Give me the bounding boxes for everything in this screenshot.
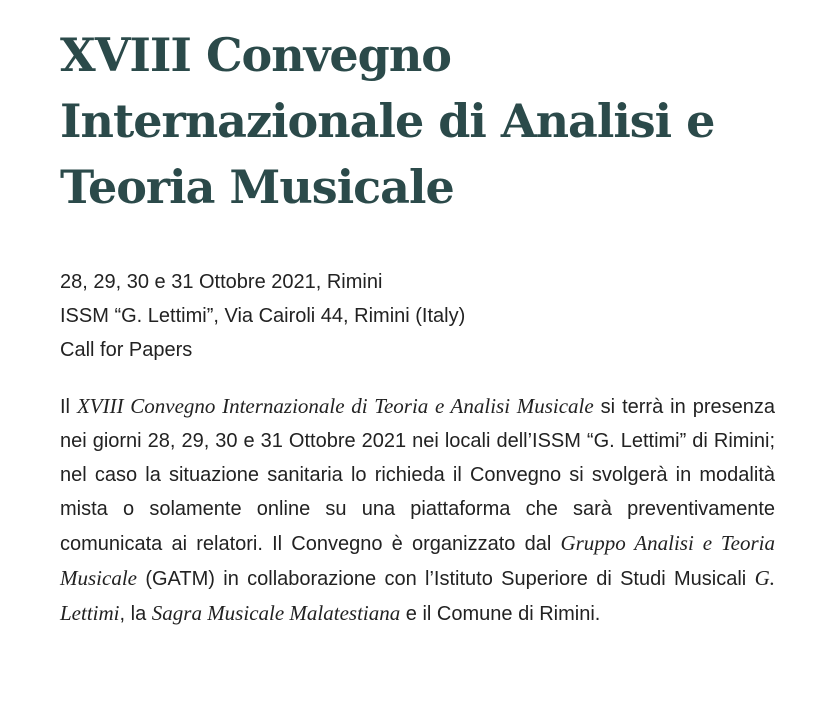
festival-name-italic: Sagra Musicale Malatestiana	[151, 601, 401, 625]
event-info	[60, 265, 775, 367]
event-venue: ISSM “G. Lettimi”, Via Cairoli 44, Rimini (Italy)	[60, 305, 466, 327]
text-segment: si terrà in presenza nei giorni 28, 29, 30 e 31 Ottobre 2021 nei locali dell’ISSM “G. Lettimi” di Rimini; nel caso la situazione sanitaria lo richieda il Convegno si svolgerà in modalità mista o solamente online su una piattaforma che sarà preventivamente comunicata ai relatori. Il Convegno è organizzato dal	[60, 396, 775, 555]
conference-name-italic: XVIII Convegno Internazionale di Teoria e Analisi Musicale	[76, 394, 594, 418]
article	[60, 22, 775, 651]
call-for-papers: Call for Papers	[60, 339, 193, 361]
text-segment: Il	[60, 396, 77, 418]
text-segment: (GATM) in collaborazione con l’Istituto Superiore di Studi Musicali	[136, 568, 755, 590]
text-segment: , la	[119, 603, 152, 625]
group-name-italic: Gruppo Analisi e Teoria Musicale	[60, 531, 775, 590]
text-segment: e il Comune di Rimini.	[400, 603, 601, 625]
event-dates: 28, 29, 30 e 31 Ottobre 2021, Rimini	[60, 271, 383, 293]
page-title: XVIII Convegno Internazionale di Analisi e Teoria Musicale	[60, 28, 715, 214]
institute-name-italic: G. Lettimi	[60, 566, 775, 625]
intro-paragraph	[60, 389, 775, 631]
